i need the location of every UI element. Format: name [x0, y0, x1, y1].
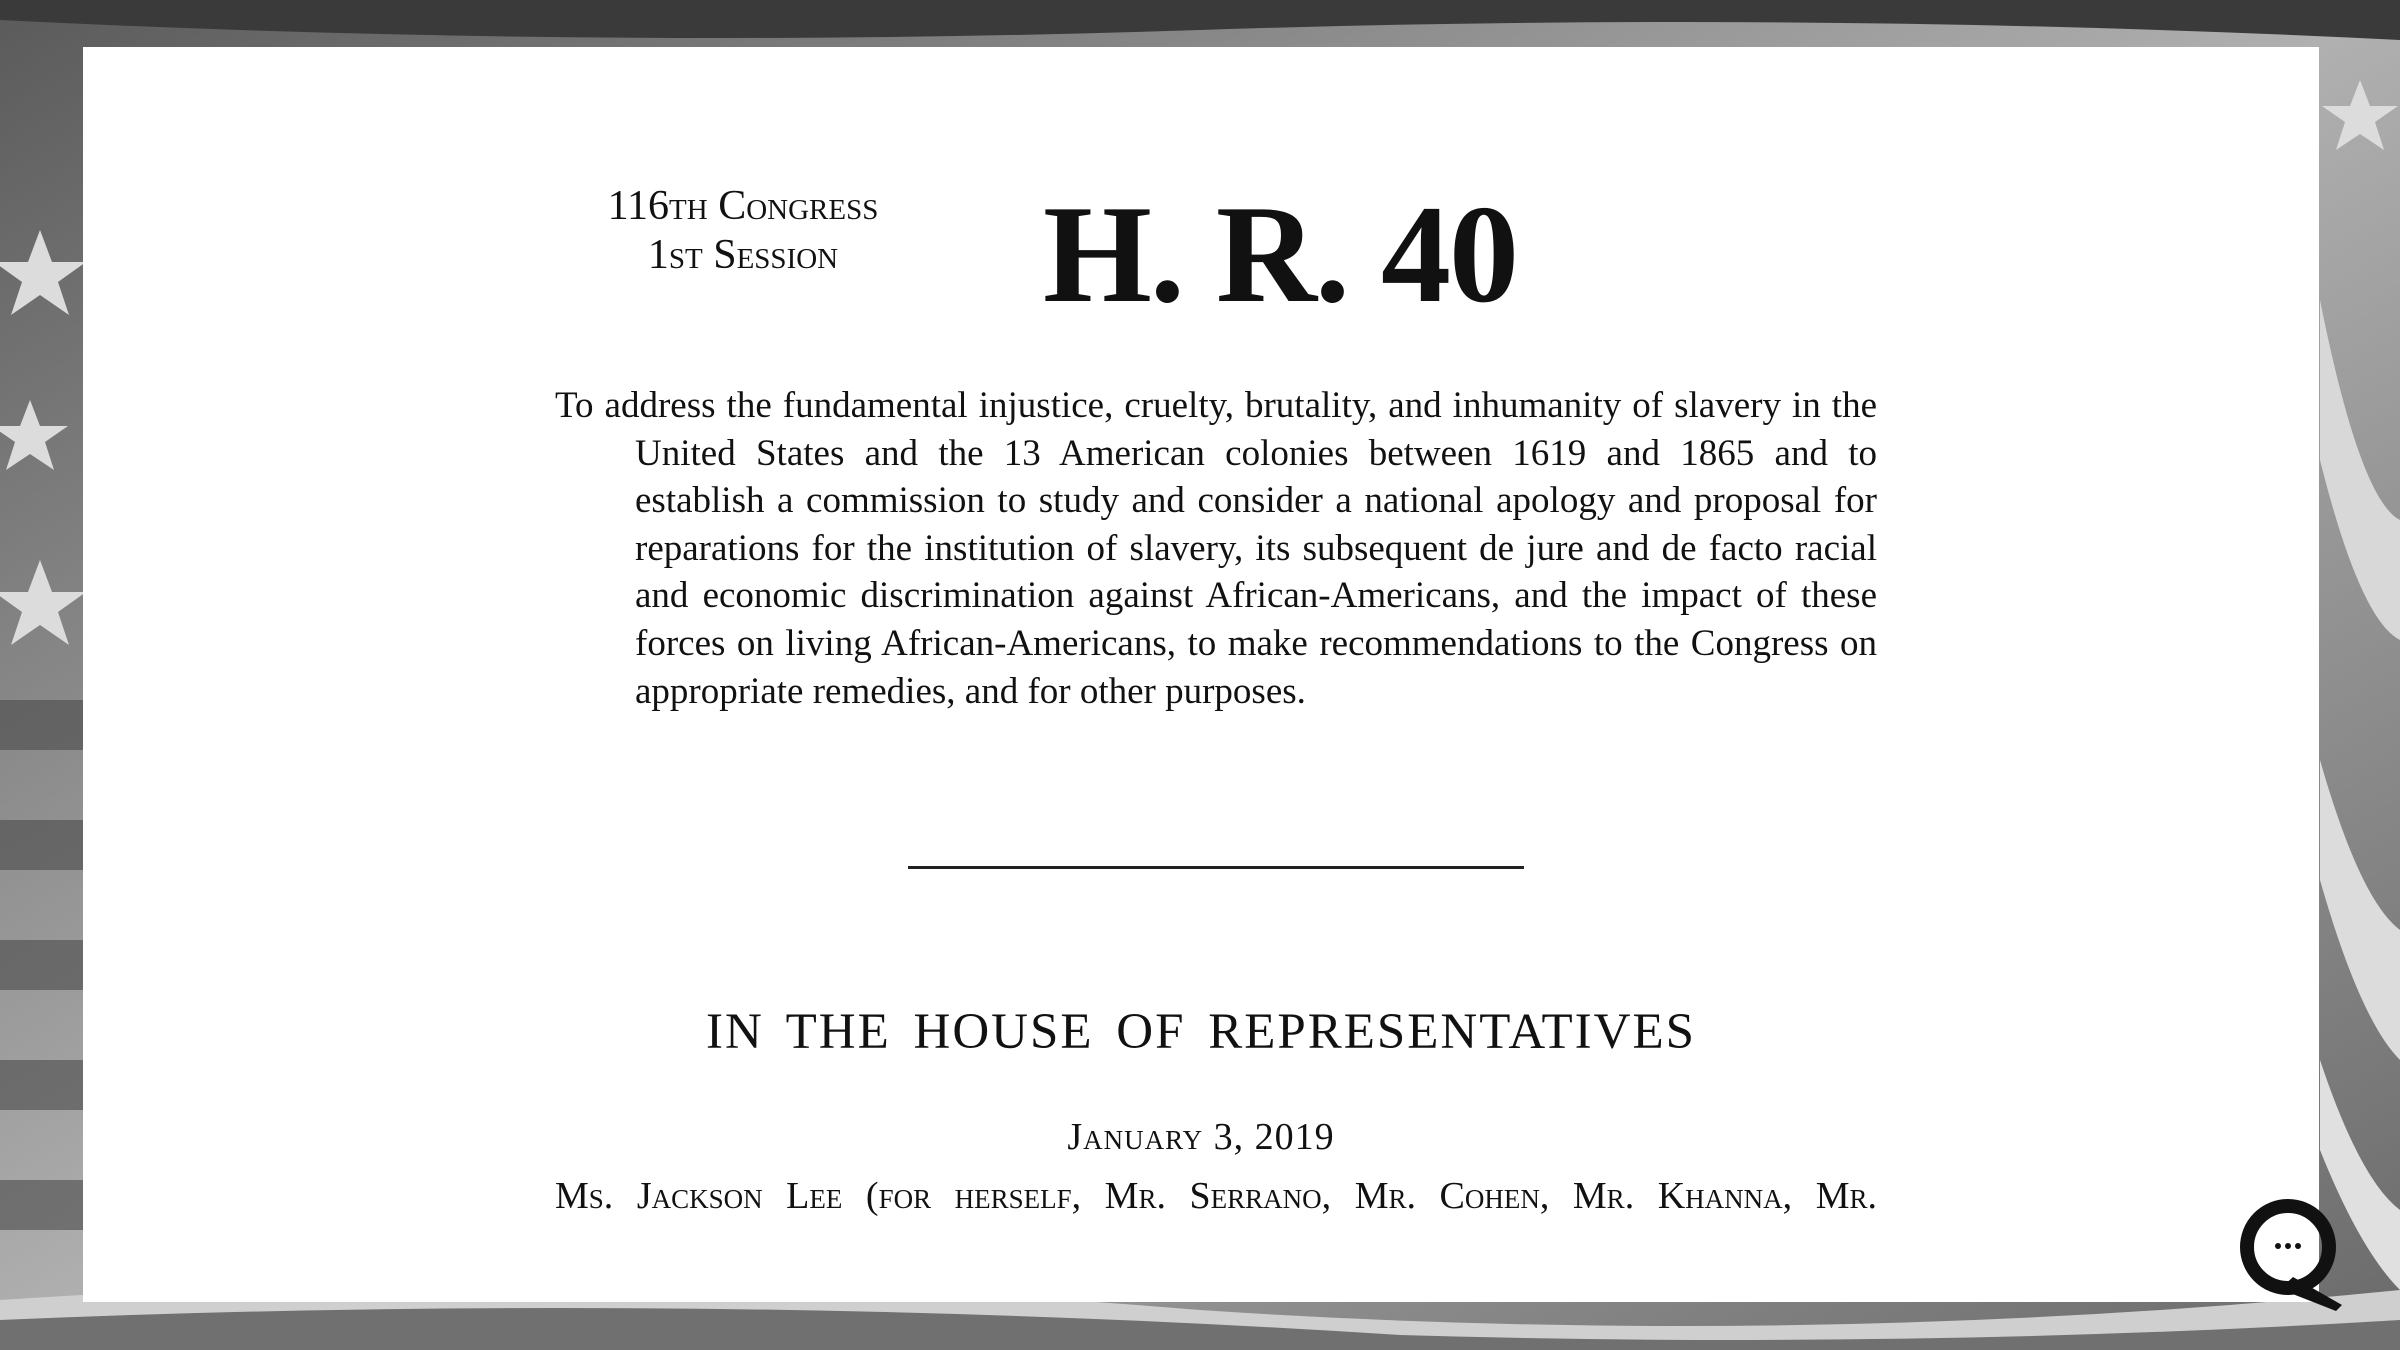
bill-number: H. R. 40	[1043, 177, 1517, 332]
congress-number: 116th Congress	[607, 183, 879, 229]
chamber-heading: IN THE HOUSE OF REPRESENTATIVES	[705, 1004, 1696, 1060]
bill-document	[83, 47, 2319, 1302]
congress-session-block	[553, 182, 933, 280]
bill-purpose-text: To address the fundamental injustice, cruelty, brutality, and inhumanity of slavery in the United States and the 13 American colonies between 1619 and 1865 and to establish a commission to study and consider a national apology and proposal for reparations for the institution of slavery, its subsequent de jure and de facto racial and economic discrimination against African-Americans, and the impact of these forces on living African-Americans, to make recommendations to the Congress on appropriate remedies, and for other purposes.	[555, 385, 1877, 712]
introduction-date: January 3, 2019	[1067, 1116, 1335, 1158]
chat-q-logo-icon[interactable]	[2238, 1199, 2342, 1311]
divider-rule	[908, 866, 1524, 869]
sponsors-line	[555, 1174, 1877, 1218]
sponsors-text: Ms. Jackson Lee (for herself, Mr. Serrano, Mr. Cohen, Mr. Khanna, Mr.	[555, 1175, 1877, 1217]
session-number: 1st Session	[647, 232, 839, 278]
